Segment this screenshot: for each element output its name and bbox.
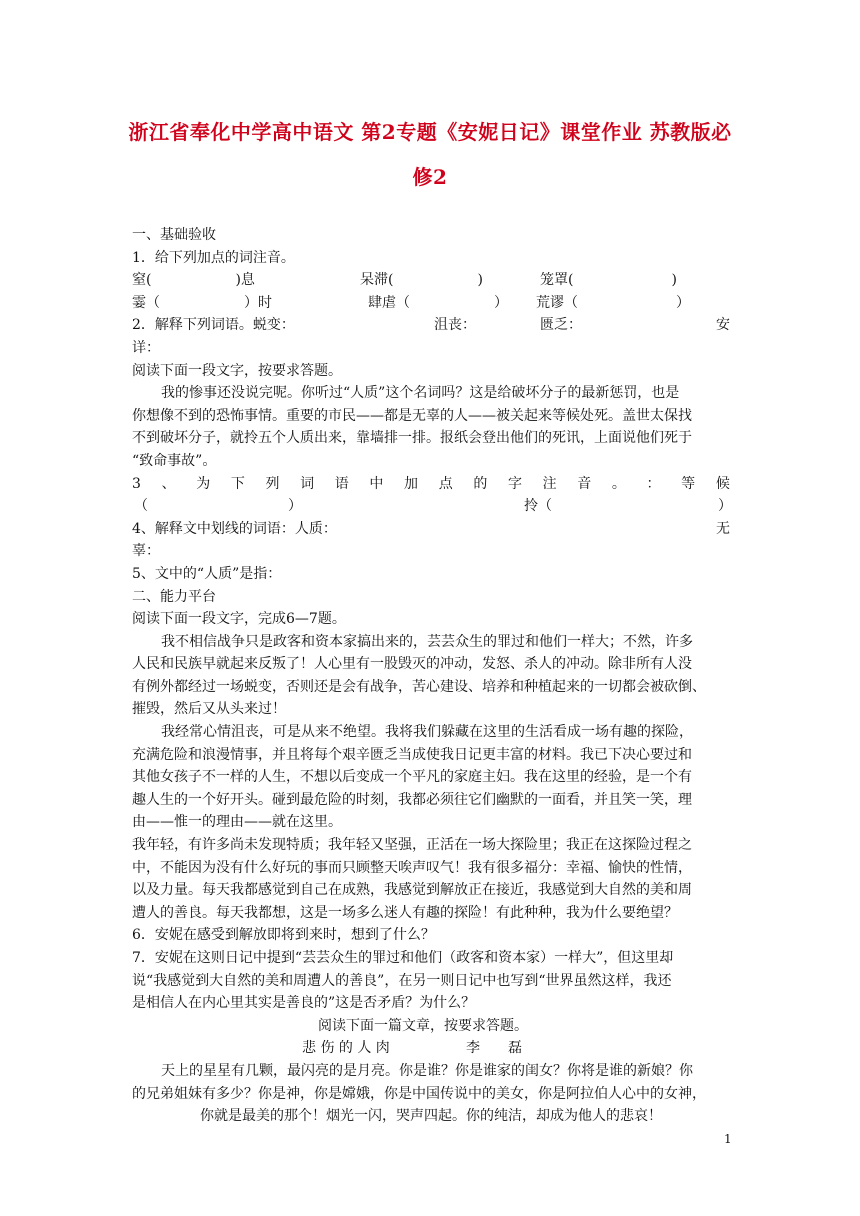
q3-char: 注: [542, 475, 557, 492]
question-7-line: 是相信人在内心里其实是善良的”这是否矛盾？为什么？: [132, 995, 476, 1012]
q2-part: 沮丧：: [434, 317, 476, 334]
q3-char: 候: [715, 475, 730, 492]
blank-item: 肆虐（ ）: [368, 294, 508, 311]
passage-1-line: 你想像不到的恐怖事情。重要的市民——都是无辜的人——被关起来等候处死。盖世太保找: [132, 407, 692, 424]
passage-2-line: 有例外都经过一场蜕变，否则还是会有战争，苦心建设、培养和种植起来的一切都会被砍倒、: [132, 678, 706, 695]
article-author: 李 磊: [466, 1040, 522, 1057]
q2-part: 匮乏：: [540, 317, 582, 334]
question-3-row-2: [132, 495, 730, 518]
reading-instruction: 阅读下面一段文字，完成6—7题。: [132, 611, 346, 628]
passage-2-line: 我不相信战争只是政客和资本家搞出来的，芸芸众生的罪过和他们一样大；不然，许多: [161, 633, 693, 650]
blank-item: 霎（ ）时: [132, 294, 272, 311]
passage-5-line: 你就是最美的那个！烟光一闪，哭声四起。你的纯洁，却成为他人的悲哀！: [200, 1108, 662, 1125]
question-7-line: 说“我感觉到大自然的美和周遭人的善良”，在另一则日记中也写到“世界虽然这样，我还: [132, 972, 672, 989]
passage-3-line: 其他女孩子不一样的人生，不想以后变成一个平凡的家庭主妇。我在这里的经验，是一个有: [132, 769, 692, 786]
question-6: 6．安妮在感受到解放即将到来时，想到了什么？: [132, 927, 435, 944]
q3-char: 。: [611, 475, 626, 492]
passage-4-line: 中，不能因为没有什么好玩的事而只顾整天唉声叹气！我有很多福分：幸福、愉快的性情，: [132, 859, 692, 876]
q3-blank: 拎（: [524, 498, 552, 515]
q2-part: 安: [716, 317, 730, 334]
q3-blank: （: [134, 498, 148, 515]
document-body: [132, 224, 730, 1128]
passage-1-line: “致命事故”。: [132, 452, 217, 469]
q3-char: 字: [507, 475, 522, 492]
q3-char: 中: [369, 475, 384, 492]
passage-1-line: 不到破坏分子，就拎五个人质出来，靠墙排一排。报纸会登出他们的死讯，上面说他们死于: [132, 430, 692, 447]
passage-4-line: 我年轻，有许多尚未发现特质；我年轻又坚强，正活在一场大探险里；我正在这探险过程之: [132, 837, 692, 854]
article-heading: [132, 1037, 730, 1060]
question-3: [132, 473, 730, 496]
passage-4-line: 以及力量。每天我都感觉到自己在成熟，我感觉到解放正在接近，我感觉到大自然的美和周: [132, 882, 692, 899]
q3-char: 等: [681, 475, 696, 492]
question-1: 1．给下列加点的词注音。: [132, 249, 295, 266]
q1-row-1: [132, 269, 730, 292]
q3-char: 为: [196, 475, 211, 492]
q3-char: 词: [300, 475, 315, 492]
q3-blank: ）: [718, 498, 732, 515]
passage-3-line: 充满危险和浪漫情事，并且将每个艰辛匮乏当成使我日记更丰富的材料。我已下决心要过和: [132, 746, 692, 763]
q4-part: 4、解释文中划线的词语：人质：: [132, 520, 337, 537]
reading-instruction-3: [132, 1015, 730, 1038]
blank-item: 笼罩( ): [540, 272, 677, 289]
passage-3-line: 我经常心情沮丧，可是从来不绝望。我将我们躲藏在这里的生活看成一场有趣的探险，: [161, 724, 693, 741]
passage-2-line: 人民和民族早就起来反叛了！人心里有一股毁灭的冲动，发怒、杀人的冲动。除非所有人没: [132, 656, 692, 673]
question-7-line: 7．安妮在这则日记中提到“芸芸众生的罪过和他们（政客和资本家）一样大”，但这里却: [132, 950, 674, 966]
q3-blank: ）: [288, 498, 302, 515]
passage-3-line: 由——惟一的理由——就在这里。: [132, 814, 342, 831]
q1-row-2: [132, 292, 730, 315]
section-heading: 二、能力平台: [132, 588, 216, 605]
section-heading: 一、基础验收: [132, 227, 216, 243]
page-number: 1: [724, 1132, 732, 1146]
question-4: [132, 518, 730, 541]
blank-item: 窒( )息: [132, 272, 255, 289]
q3-char: 语: [334, 475, 349, 492]
question-2: [132, 314, 730, 337]
passage-5-line: 的兄弟姐妹有多少？你是神，你是嫦娥，你是中国传说中的美女，你是阿拉伯人心中的女神，: [132, 1085, 706, 1102]
q3-char: 的: [473, 475, 488, 492]
q3-char: 点: [438, 475, 453, 492]
question-5: 5、文中的“人质”是指：: [132, 565, 282, 582]
question-2-continued: 详：: [132, 339, 160, 356]
q2-part: 2．解释下列词语。蜕变：: [132, 317, 295, 334]
document-title-line2: 修2: [412, 165, 448, 189]
reading-instruction: 阅读下面一段文字，按要求答题。: [132, 362, 342, 379]
q3-char: 3: [132, 475, 141, 492]
q3-char: 加: [404, 475, 419, 492]
q3-char: 下: [230, 475, 245, 492]
document-title-line1: 浙江省奉化中学高中语文 第2专题《安妮日记》课堂作业 苏教版必: [128, 120, 732, 144]
article-title: 悲 伤 的 人 肉: [302, 1040, 390, 1057]
blank-item: 呆滞( ): [360, 272, 483, 289]
q4-part: 无: [716, 520, 730, 537]
q3-char: 列: [265, 475, 280, 492]
passage-2-line: 摧毁，然后又从头来过！: [132, 701, 286, 718]
reading-instruction: 阅读下面一篇文章，按要求答题。: [318, 1017, 528, 1034]
q3-char: 音: [577, 475, 592, 492]
passage-4-line: 遭人的善良。每天我都想，这是一场多么迷人有趣的探险！有此种种，我为什么要绝望？: [132, 904, 678, 921]
question-4-continued: 辜：: [132, 543, 160, 560]
blank-item: 荒谬（ ）: [536, 294, 690, 311]
passage-1-line: 我的惨事还没说完呢。你听过“人质”这个名词吗？这是给破坏分子的最新惩罚，也是: [161, 385, 680, 402]
q3-char: 、: [161, 475, 176, 492]
q3-char: ：: [646, 475, 661, 492]
passage-5-line: 天上的星星有几颗，最闪亮的是月亮。你是谁？你是谁家的闺女？你将是谁的新娘？你: [161, 1062, 693, 1079]
passage-3-line: 趣人生的一个好开头。碰到最危险的时刻，我都必须往它们幽默的一面看，并且笑一笑，理: [132, 791, 692, 808]
